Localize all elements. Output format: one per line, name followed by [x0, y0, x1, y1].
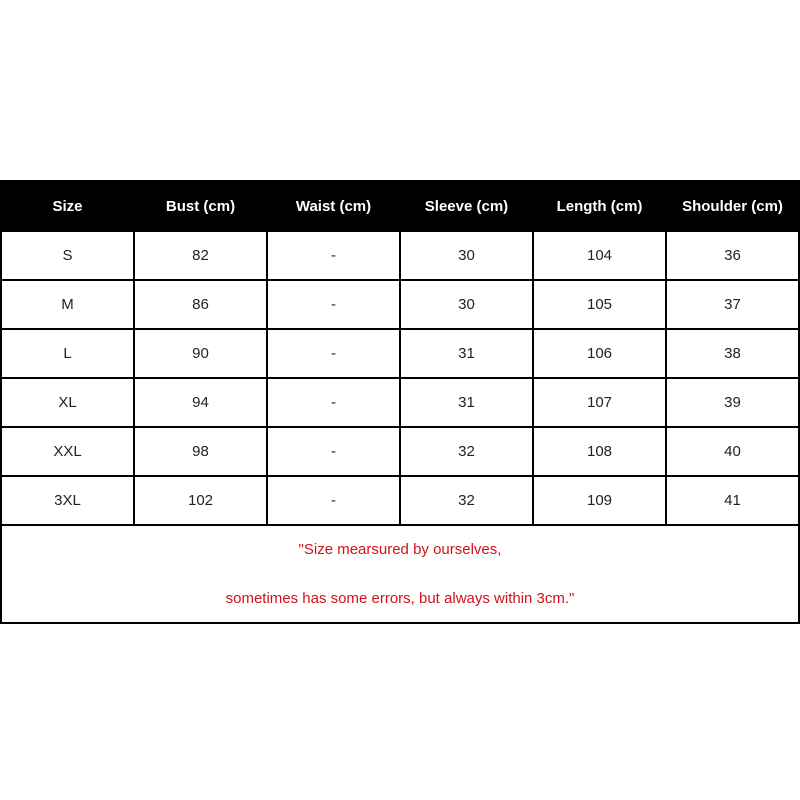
- cell-sleeve: 32: [400, 427, 533, 476]
- cell-size: XL: [1, 378, 134, 427]
- cell-sleeve: 30: [400, 231, 533, 280]
- header-sleeve: Sleeve (cm): [400, 181, 533, 231]
- cell-waist: -: [267, 476, 400, 525]
- cell-size: M: [1, 280, 134, 329]
- size-chart: [0, 180, 800, 624]
- table-row: [1, 476, 799, 525]
- cell-size: L: [1, 329, 134, 378]
- cell-waist: -: [267, 329, 400, 378]
- cell-shoulder: 39: [666, 378, 799, 427]
- cell-shoulder: 38: [666, 329, 799, 378]
- header-length: Length (cm): [533, 181, 666, 231]
- cell-size: 3XL: [1, 476, 134, 525]
- cell-length: 107: [533, 378, 666, 427]
- cell-size: S: [1, 231, 134, 280]
- cell-shoulder: 36: [666, 231, 799, 280]
- header-bust: Bust (cm): [134, 181, 267, 231]
- table-row: [1, 378, 799, 427]
- note-line-2: sometimes has some errors, but always within 3cm.": [225, 589, 575, 607]
- cell-length: 104: [533, 231, 666, 280]
- cell-bust: 86: [134, 280, 267, 329]
- cell-waist: -: [267, 231, 400, 280]
- cell-bust: 94: [134, 378, 267, 427]
- cell-sleeve: 31: [400, 329, 533, 378]
- cell-waist: -: [267, 280, 400, 329]
- cell-bust: 82: [134, 231, 267, 280]
- cell-shoulder: 41: [666, 476, 799, 525]
- size-table: [0, 180, 800, 624]
- header-waist: Waist (cm): [267, 181, 400, 231]
- note-line-1: "Size mearsured by ourselves,: [298, 540, 502, 558]
- cell-waist: -: [267, 378, 400, 427]
- table-row: [1, 427, 799, 476]
- note-row: [1, 525, 799, 623]
- cell-waist: -: [267, 427, 400, 476]
- cell-shoulder: 40: [666, 427, 799, 476]
- header-shoulder: Shoulder (cm): [666, 181, 799, 231]
- table-row: [1, 329, 799, 378]
- header-size: Size: [1, 181, 134, 231]
- cell-length: 105: [533, 280, 666, 329]
- table-row: [1, 231, 799, 280]
- cell-bust: 98: [134, 427, 267, 476]
- note-cell: [1, 525, 799, 623]
- cell-sleeve: 31: [400, 378, 533, 427]
- cell-length: 109: [533, 476, 666, 525]
- cell-sleeve: 30: [400, 280, 533, 329]
- table-row: [1, 280, 799, 329]
- cell-length: 108: [533, 427, 666, 476]
- cell-bust: 102: [134, 476, 267, 525]
- cell-shoulder: 37: [666, 280, 799, 329]
- cell-bust: 90: [134, 329, 267, 378]
- cell-length: 106: [533, 329, 666, 378]
- cell-size: XXL: [1, 427, 134, 476]
- cell-sleeve: 32: [400, 476, 533, 525]
- header-row: [1, 181, 799, 231]
